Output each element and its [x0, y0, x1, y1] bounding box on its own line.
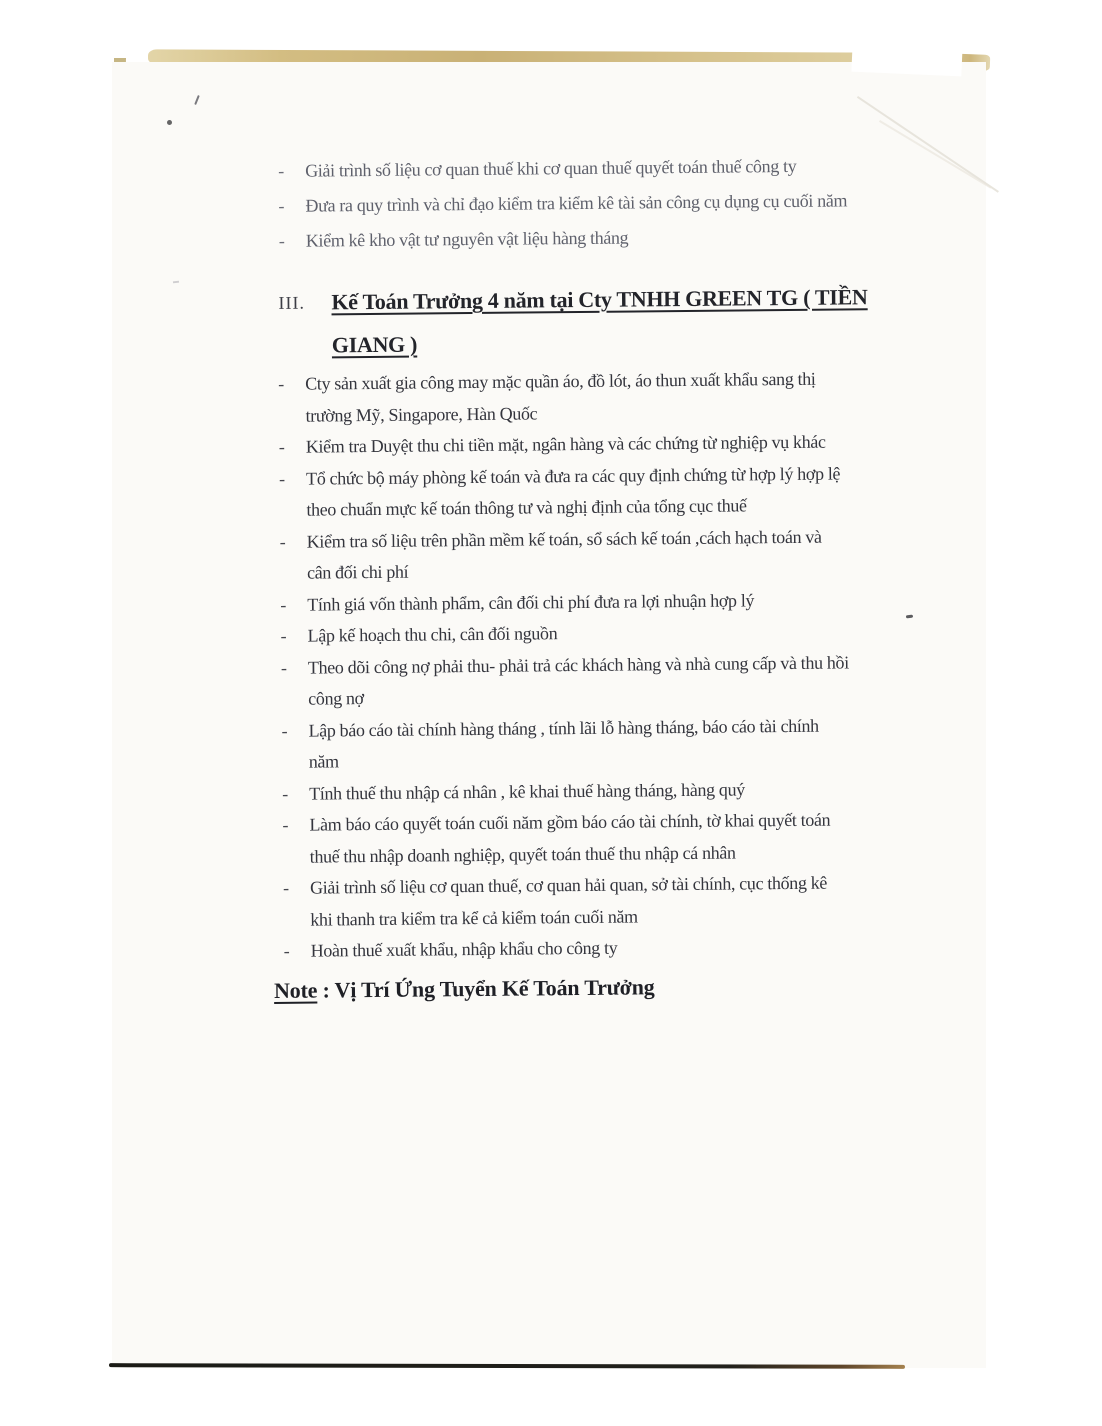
list-item-text: Giải trình số liệu cơ quan thuế khi cơ quan thuế quyết toán thuế công ty: [305, 155, 797, 181]
bullet-dash: -: [280, 657, 287, 678]
list-item: [266, 148, 886, 189]
list-item-text: cân đối chi phí: [306, 561, 409, 583]
bullet-dash: -: [279, 531, 286, 552]
list-item-text: Kiểm kê kho vật tư nguyên vật liệu hàng tháng: [305, 227, 629, 251]
scan-speck: [167, 120, 172, 125]
bullet-dash: -: [282, 877, 289, 898]
list-item-text: theo chuẩn mực kế toán thông tư và nghị định của tổng cục thuế: [306, 495, 747, 520]
paper-fold-highlight: [851, 42, 962, 77]
section-heading-row: [267, 277, 887, 326]
bullet-dash: -: [283, 940, 290, 961]
list-item: [266, 183, 886, 224]
list-item-text: Lập kế hoạch thu chi, cân đối nguồn: [307, 623, 558, 646]
section-title-line2: GIANG ): [331, 331, 418, 358]
list-item-text: khi thanh tra kiểm tra kể cả kiểm toán cuối năm: [310, 905, 638, 930]
list-item-text: Kiểm tra số liệu trên phần mềm kế toán, sổ sách kế toán ,cách hạch toán và: [306, 526, 822, 552]
list-item-text: thuế thu nhập doanh nghiệp, quyết toán thuế thu nhập cá nhân: [309, 842, 736, 867]
list-item-text: Tổ chức bộ máy phòng kế toán và đưa ra các quy định chứng từ hợp lý hợp lệ: [306, 463, 841, 489]
list-item: [267, 218, 887, 259]
list-item-text: Cty sản xuất gia công may mặc quần áo, đồ lót, áo thun xuất khẩu sang thị: [305, 368, 816, 394]
list-item-text: Hoàn thuế xuất khẩu, nhập khẩu cho công ty: [310, 937, 618, 961]
note-separator: :: [317, 976, 335, 1003]
list-item-text: Tính thuế thu nhập cá nhân , kê khai thuế hàng tháng, hàng quý: [309, 778, 745, 804]
list-item-text: Lập báo cáo tài chính hàng tháng , tính lãi lỗ hàng tháng, báo cáo tài chính: [308, 715, 819, 741]
list-item-text: Theo dõi công nợ phải thu- phải trả các khách hàng và nhà cung cấp và thu hồi: [307, 651, 849, 678]
bullet-dash: -: [280, 594, 287, 615]
section-title-line1: Kế Toán Trưởng 4 năm tại Cty TNHH GREEN TG ( TIỀN: [331, 284, 868, 315]
list-item-text: năm: [308, 751, 339, 772]
bullet-dash: -: [280, 625, 287, 646]
list-item-text: Giải trình số liệu cơ quan thuế, cơ quan hải quan, sở tài chính, cục thống kê: [309, 872, 828, 898]
bullet-dash: -: [278, 373, 284, 394]
section-numeral: III.: [278, 292, 306, 313]
bullet-dash: -: [278, 230, 285, 251]
list-item-text: Kiểm tra Duyệt thu chi tiền mặt, ngân hàng và các chứng từ nghiệp vụ khác: [305, 431, 826, 457]
list-item-text: công nợ: [308, 688, 364, 709]
bullet-dash: -: [278, 195, 285, 216]
bullet-dash: -: [281, 720, 288, 741]
note-text: Vị Trí Ứng Tuyển Kế Toán Trưởng: [334, 973, 655, 1002]
note-line: [274, 967, 894, 1009]
bullet-dash: -: [279, 468, 285, 489]
list-item-text: Đưa ra quy trình và chỉ đạo kiểm tra kiểm kê tài sản công cụ dụng cụ cuối năm: [305, 190, 848, 216]
section-heading: [267, 277, 888, 369]
bullet-dash: -: [278, 160, 284, 181]
resume-text-block: [266, 148, 894, 1008]
list-item-text: Làm báo cáo quyết toán cuối năm gồm báo cáo tài chính, tờ khai quyết toán: [309, 809, 831, 835]
bullet-dash: -: [282, 814, 289, 835]
bullet-dash: -: [282, 783, 288, 804]
note-label: Note: [273, 977, 318, 1003]
section-heading-row: [268, 320, 888, 369]
bullet-dash: -: [278, 436, 285, 457]
list-item-text: Tính giá vốn thành phẩm, cân đối chi phí đưa ra lợi nhuận hợp lý: [307, 589, 755, 615]
list-item-text: trường Mỹ, Singapore, Hàn Quốc: [305, 402, 538, 426]
list-item: [274, 930, 894, 967]
